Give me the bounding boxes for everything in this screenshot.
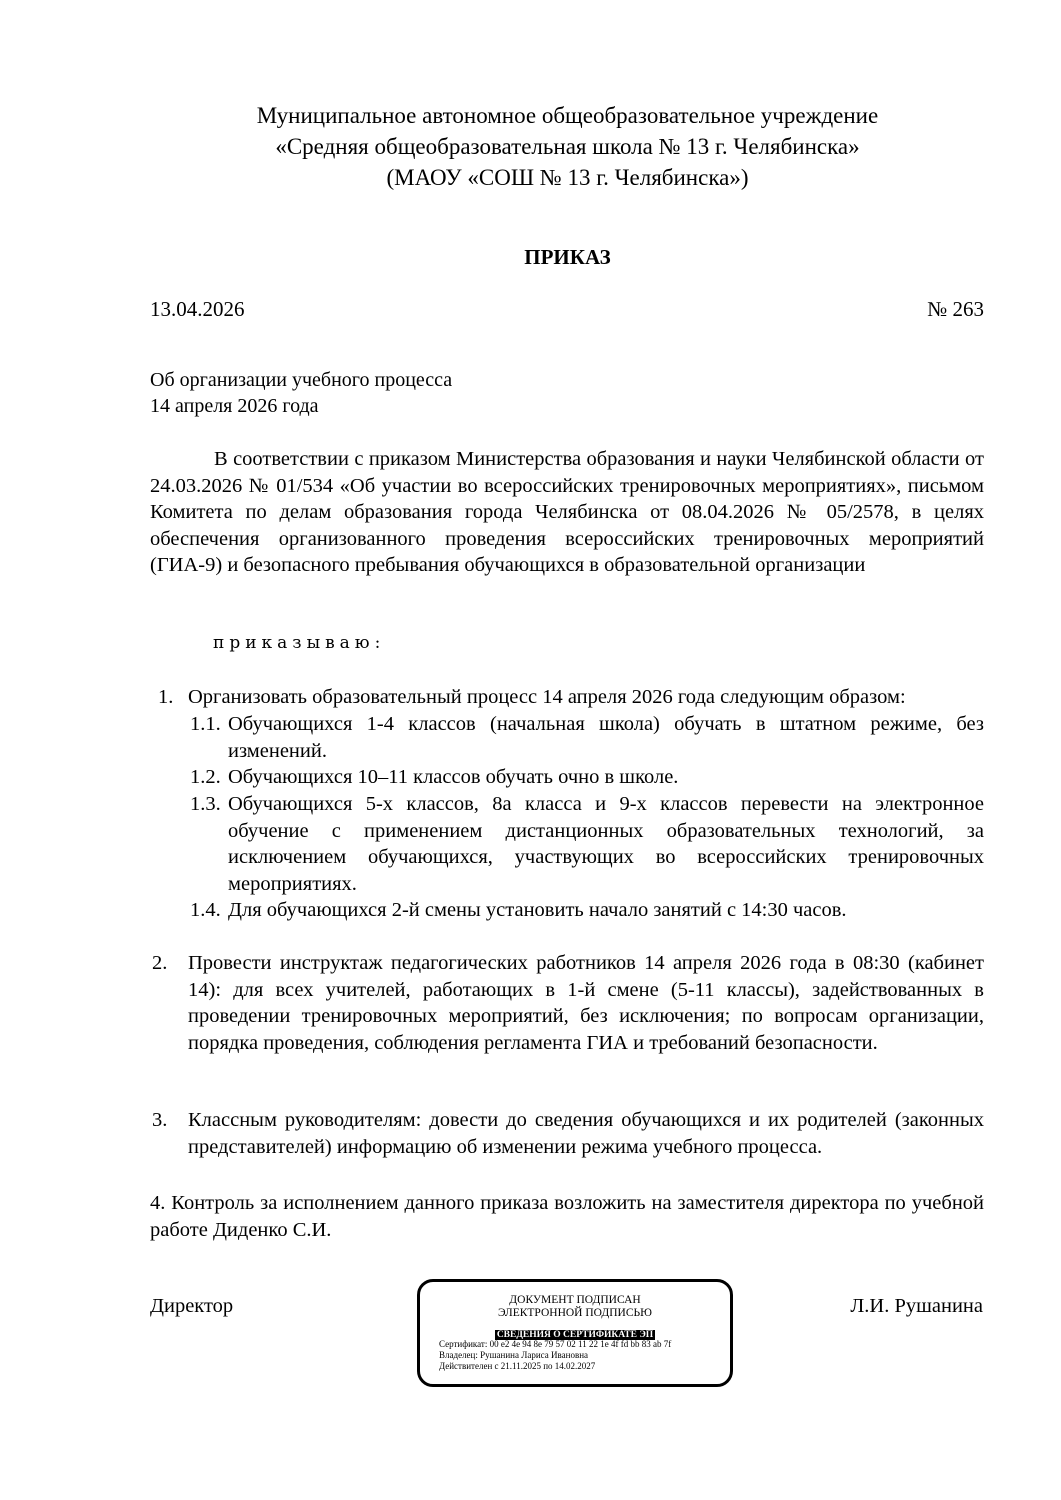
list-item xyxy=(190,791,984,897)
list-item xyxy=(150,684,984,711)
list-item xyxy=(150,1107,984,1160)
item-number: 1.2. xyxy=(190,766,221,788)
order-number: № 263 xyxy=(927,297,984,321)
item-text: Обучающихся 1-4 классов (начальная школа) обучать в штатном режиме, без изменений. xyxy=(228,713,984,762)
stamp-certificate-info xyxy=(439,1339,671,1372)
item-text: Обучающихся 5-х классов, 8а класса и 9-х классов перевести на электронное обучение с применением дистанционных образовательных технологий, за исключением обучающихся, участвующих во всероссийских тренировочных мероприятиях. xyxy=(228,793,984,895)
list-item xyxy=(190,897,984,924)
organization-header xyxy=(150,100,985,193)
signatory-name: Л.И. Рушанина xyxy=(850,1295,983,1317)
header-line-2: «Средняя общеобразовательная школа № 13 г. Челябинска» xyxy=(275,134,860,159)
header-line-3: (МАОУ «СОШ № 13 г. Челябинска») xyxy=(386,165,749,190)
list-item xyxy=(150,950,984,1056)
item-text: Организовать образовательный процесс 14 апреля 2026 года следующим образом: xyxy=(188,686,906,708)
certificate-validity: Действителен с 21.11.2025 по 14.02.2027 xyxy=(439,1361,596,1371)
item-number: 1. xyxy=(158,686,174,708)
order-date: 13.04.2026 xyxy=(150,297,245,321)
item-number: 1.3. xyxy=(190,793,221,815)
list-item xyxy=(190,711,984,764)
order-word: приказываю: xyxy=(213,633,386,653)
item-text: Классным руководителям: довести до сведения обучающихся и их родителей (законных представителей) информацию об изменении режима учебного процесса. xyxy=(188,1109,984,1158)
stamp-certificate-banner: СВЕДЕНИЯ О СЕРТИФИКАТЕ ЭП xyxy=(496,1330,654,1340)
item-number: 2. xyxy=(152,952,168,974)
item-text: Обучающихся 10–11 классов обучать очно в школе. xyxy=(228,766,679,788)
list-item xyxy=(190,764,984,791)
item-text: Для обучающихся 2-й смены установить начало занятий с 14:30 часов. xyxy=(228,899,847,921)
signatory-position: Директор xyxy=(150,1295,234,1317)
document-title: ПРИКАЗ xyxy=(524,245,611,269)
certificate-owner: Владелец: Рушанина Лариса Ивановна xyxy=(439,1350,589,1360)
item-number: 1.4. xyxy=(190,899,221,921)
item-text: 4. Контроль за исполнением данного приказа возложить на заместителя директора по учебной работе Диденко С.И. xyxy=(150,1192,985,1241)
item-text: Провести инструктаж педагогических работников 14 апреля 2026 года в 08:30 (кабинет 14): для всех учителей, работающих в 1-й смене (5-11 классы), задействованных в проведении тренировочных мероприятий, без исключения; по вопросам организации, порядка проведения, соблюдения регламента ГИА и требований безопасности. xyxy=(188,952,984,1054)
certificate-serial: Сертификат: 00 e2 4e 94 8e 79 57 02 11 22 1e 4f fd bb 83 ab 7f xyxy=(439,1339,672,1349)
subject-line-1: Об организации учебного процесса xyxy=(150,369,453,391)
item-number: 3. xyxy=(152,1109,168,1131)
item-number: 4. xyxy=(150,1192,166,1214)
electronic-signature-stamp xyxy=(417,1279,733,1387)
list-item xyxy=(150,1190,984,1243)
item-number: 1.1. xyxy=(190,713,221,735)
header-line-1: Муниципальное автономное общеобразовательное учреждение xyxy=(256,103,879,128)
order-subject xyxy=(150,367,452,419)
stamp-heading: ДОКУМЕНТ ПОДПИСАН ЭЛЕКТРОННОЙ ПОДПИСЬЮ xyxy=(498,1294,652,1319)
subject-line-2: 14 апреля 2026 года xyxy=(150,395,319,417)
preamble-paragraph: В соответствии с приказом Министерства образования и науки Челябинской области от 24.03.2026 № 01/534 «Об участии во всероссийских тренировочных мероприятиях», письмом Комитета по делам образования города Челябинска от 08.04.2026 № 05/2578, в целях обеспечения организованного проведения всероссийских тренировочных мероприятий (ГИА-9) и безопасного пребывания обучающихся в образовательной организации xyxy=(150,448,984,576)
